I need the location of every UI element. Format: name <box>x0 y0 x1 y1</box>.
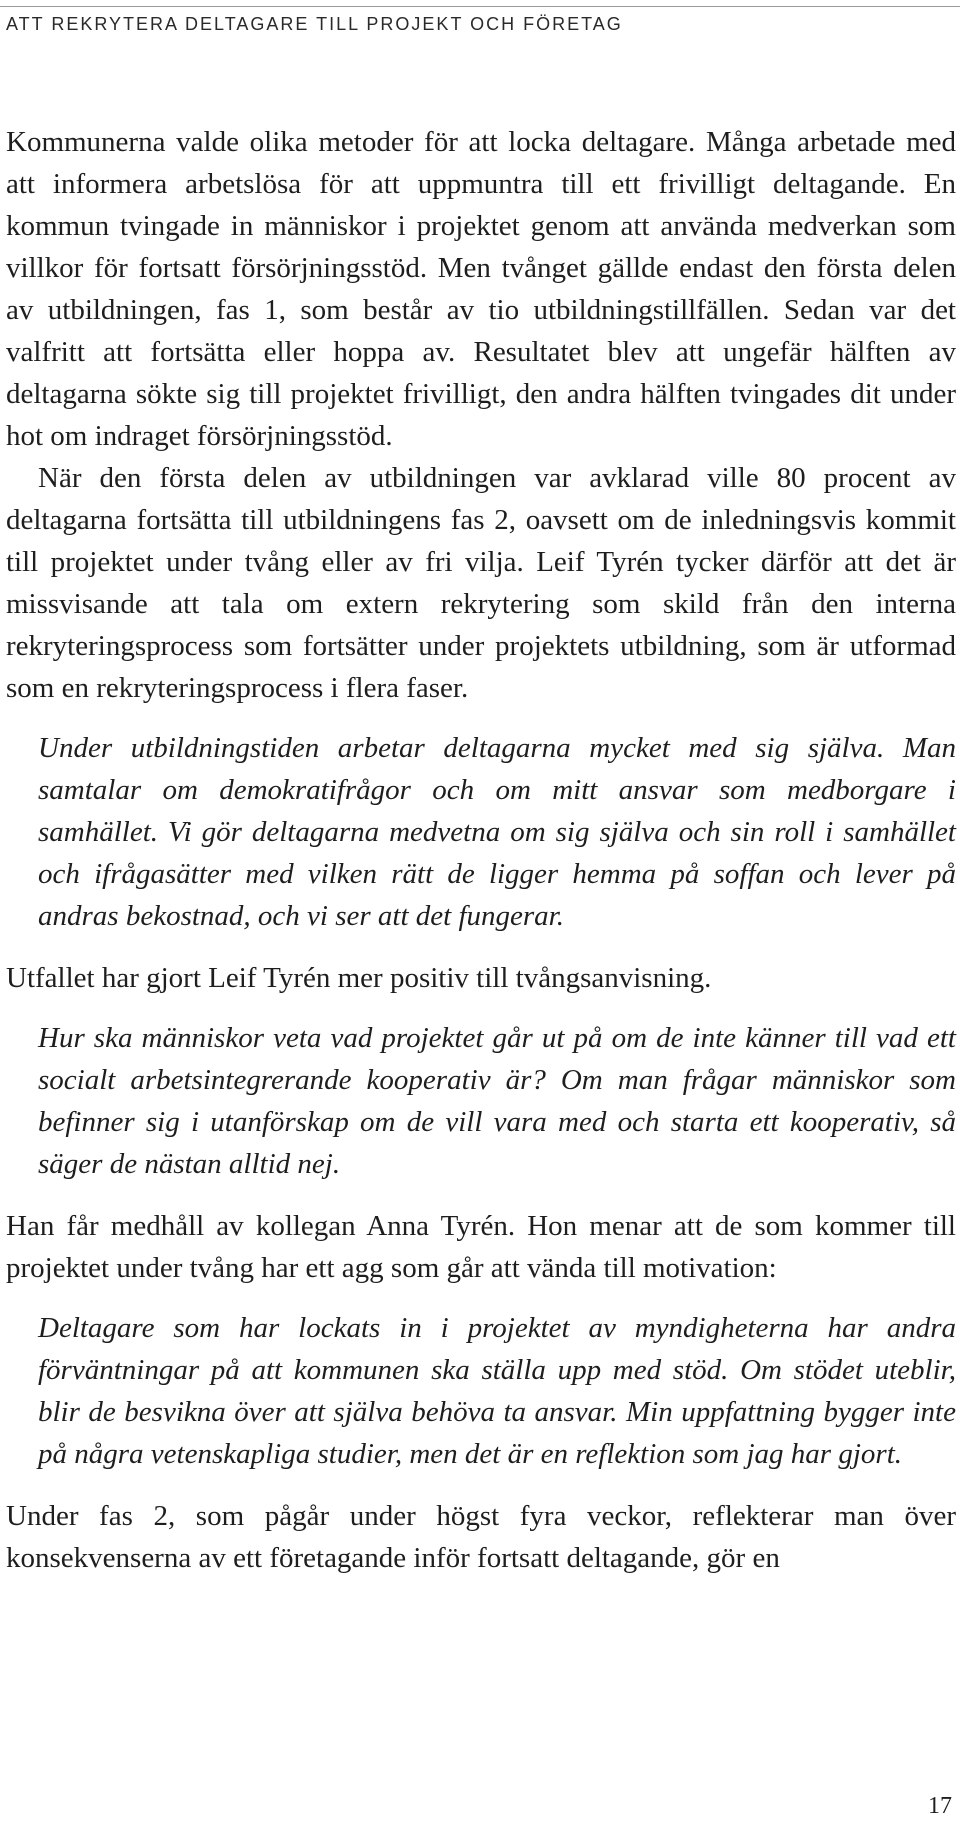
header-rule <box>0 6 960 7</box>
paragraph-anna-tyren: Han får medhåll av kollegan Anna Tyrén. Hon menar att de som kommer till projektet under tvång har ett agg som går att vända till motivation: <box>6 1210 956 1284</box>
running-header: ATT REKRYTERA DELTAGARE TILL PROJEKT OCH FÖRETAG <box>6 14 623 34</box>
page-number: 17 <box>928 1793 952 1819</box>
paragraph-phase-one-results: När den första delen av utbildningen var avklarad ville 80 procent av deltagarna fortsätta till utbildningens fas 2, oavsett om de inledningsvis kommit till projektet under tvång eller av fri vilja. Leif Tyrén tycker därför att det är missvisande att tala om extern rekrytering som skild från den interna rekryteringsprocess som fortsätter under projektets utbildning, som är utformad som en rekryteringsprocess i flera faser. <box>6 462 956 704</box>
quote-leif-tyren-cooperative: Hur ska människor veta vad projektet går ut på om de inte känner till vad ett socialt arbetsintegrerande kooperativ är? Om man frågar människor som befinner sig i utanförskap om de vill vara med och starta ett kooperativ, så säger de nästan alltid nej. <box>38 1022 956 1180</box>
paragraph-outcome: Utfallet har gjort Leif Tyrén mer positiv till tvångsanvisning. <box>6 962 712 994</box>
body-text <box>6 121 956 1579</box>
paragraph-recruitment-methods: Kommunerna valde olika metoder för att locka deltagare. Många arbetade med att informera arbetslösa för att uppmuntra till ett frivilligt deltagande. En kommun tvingade in människor i projektet genom att använda medverkan som villkor för fortsatt försörjningsstöd. Men tvånget gällde endast den första delen av utbildningen, fas 1, som består av tio utbildningstillfällen. Sedan var det valfritt att fortsätta eller hoppa av. Resultatet blev att ungefär hälften av deltagarna sökte sig till projektet frivilligt, den andra hälften tvingades dit under hot om indraget försörjningsstöd. <box>6 126 956 452</box>
paragraph-phase-two: Under fas 2, som pågår under högst fyra veckor, reflekterar man över konsekvenserna av ett företagande inför fortsatt deltagande, gör en <box>6 1500 956 1574</box>
quote-anna-tyren: Deltagare som har lockats in i projektet av myndigheterna har andra förväntningar på att kommunen ska ställa upp med stöd. Om stödet uteblir, blir de besvikna över att själva behöva ta ansvar. Min uppfattning bygger inte på några vetenskapliga studier, men det är en reflektion som jag har gjort. <box>38 1312 956 1470</box>
quote-leif-tyren-training: Under utbildningstiden arbetar deltagarna mycket med sig själva. Man samtalar om demokratifrågor och om mitt ansvar som medborgare i samhället. Vi gör deltagarna medvetna om sig själva och sin roll i samhället och ifrågasätter med vilken rätt de ligger hemma på soffan och lever på andras bekostnad, och vi ser att det fungerar. <box>38 732 956 932</box>
